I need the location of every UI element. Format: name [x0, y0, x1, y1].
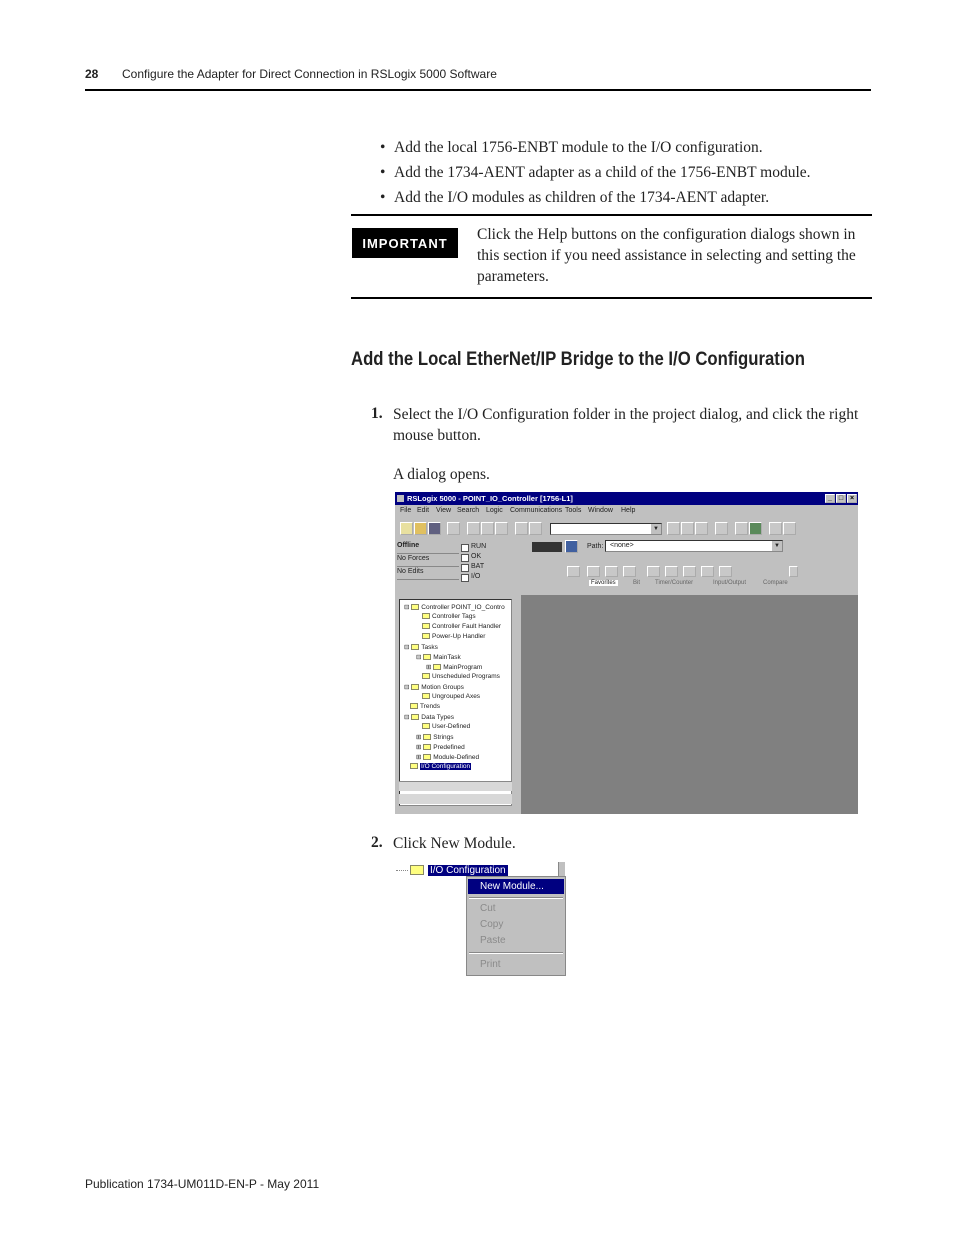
tree-item[interactable]: ⊞ Predefined	[416, 744, 465, 751]
tree-item[interactable]: ⊟ Tasks	[404, 644, 438, 651]
menu-separator	[469, 952, 563, 954]
led-label: I/O	[471, 573, 481, 580]
menu-item-cut[interactable]: Cut	[480, 903, 496, 914]
zoom-in-icon[interactable]	[769, 522, 782, 535]
tree-item[interactable]: Controller Tags	[422, 613, 476, 620]
task-icon	[423, 654, 431, 660]
tree-scrollbar	[558, 862, 565, 876]
folder-icon	[410, 865, 424, 875]
bat-led	[461, 564, 469, 572]
window-title: RSLogix 5000 - POINT_IO_Controller [1756-L1]	[407, 494, 573, 503]
menu-bar	[395, 505, 858, 517]
otl-icon[interactable]	[701, 566, 714, 577]
path-input[interactable]: <none> ▼	[605, 540, 783, 552]
context-menu	[466, 876, 566, 976]
scroll-left-icon[interactable]	[567, 566, 580, 577]
zoom-out-icon[interactable]	[783, 522, 796, 535]
folder-icon	[410, 763, 418, 769]
tree-item[interactable]: Trends	[410, 703, 440, 710]
menu-edit[interactable]: Edit	[417, 507, 430, 514]
menu-logic[interactable]: Logic	[486, 507, 503, 514]
forces-status[interactable]: No Forces	[397, 555, 459, 567]
paste-icon[interactable]	[495, 522, 508, 535]
network-path-icon[interactable]	[565, 540, 578, 553]
menu-communications[interactable]: Communications	[510, 507, 563, 514]
controller-status-pane	[395, 540, 560, 595]
tree-item-io-configuration[interactable]: I/O Configuration	[410, 763, 471, 770]
folder-icon	[422, 723, 430, 729]
ok-led	[461, 554, 469, 562]
rslogix-window-screenshot	[395, 492, 858, 814]
accept-edits-icon[interactable]	[749, 522, 762, 535]
minimize-button[interactable]: _	[825, 494, 835, 503]
menu-tools[interactable]: Tools	[565, 507, 582, 514]
open-folder-icon[interactable]	[414, 522, 427, 535]
window-titlebar	[395, 492, 858, 505]
menu-separator	[469, 897, 563, 899]
tree-item[interactable]: ⊟ Data Types	[404, 714, 455, 721]
publication-footer: Publication 1734-UM011D-EN-P - May 2011	[85, 1177, 320, 1191]
search-combo[interactable]	[550, 523, 662, 535]
tree-item[interactable]: ⊟ Motion Groups	[404, 684, 464, 691]
folder-icon	[411, 644, 419, 650]
menu-window[interactable]: Window	[588, 507, 613, 514]
tab-timer-counter[interactable]: Timer/Counter	[655, 580, 694, 586]
menu-view[interactable]: View	[436, 507, 452, 514]
folder-icon	[422, 633, 430, 639]
branch-level-icon[interactable]	[623, 566, 636, 577]
rung-icon[interactable]	[587, 566, 600, 577]
tab-compare[interactable]: Compare	[763, 580, 788, 586]
page-number: 28	[85, 67, 99, 81]
step-number: 2.	[371, 834, 383, 851]
tree-item-io-configuration[interactable]: I/O Configuration	[410, 865, 508, 876]
folder-icon	[411, 714, 419, 720]
folder-icon	[423, 734, 431, 740]
step-result: A dialog opens.	[393, 466, 490, 483]
path-bar	[565, 540, 801, 553]
header-rule	[85, 89, 871, 91]
tree-item[interactable]: ⊟ Controller POINT_IO_Contro	[404, 604, 505, 611]
scroll-right-icon[interactable]	[789, 566, 798, 577]
properties-icon[interactable]	[715, 522, 728, 535]
folder-icon	[411, 604, 419, 610]
maximize-button[interactable]: □	[836, 494, 846, 503]
folder-icon	[410, 703, 418, 709]
section-heading: Add the Local EtherNet/IP Bridge to the I/O Configuration	[351, 349, 805, 370]
tree-item[interactable]: Controller Fault Handler	[422, 623, 501, 630]
step-text: Click New Module.	[393, 835, 516, 852]
folder-icon	[422, 673, 430, 679]
instruction-toolbar	[565, 566, 801, 588]
menu-item-print[interactable]: Print	[480, 959, 501, 970]
xic-icon[interactable]	[647, 566, 660, 577]
running-header-title: Configure the Adapter for Direct Connection in RSLogix 5000 Software	[122, 67, 497, 81]
folder-icon	[423, 744, 431, 750]
verify-all-icon[interactable]	[681, 522, 694, 535]
menu-help[interactable]: Help	[621, 507, 636, 514]
redo-icon[interactable]	[529, 522, 542, 535]
important-badge: IMPORTANT	[352, 228, 458, 258]
bullet-item: • Add the local 1756-ENBT module to the I/O configuration.	[380, 139, 763, 156]
important-top-rule	[351, 214, 872, 216]
tree-item[interactable]: ⊞ Strings	[416, 734, 454, 741]
close-button[interactable]: ×	[847, 494, 857, 503]
tree-scrollbar-lower[interactable]	[399, 794, 512, 804]
folder-icon	[422, 623, 430, 629]
menu-item-new-module[interactable]: New Module...	[468, 879, 564, 894]
network-icon[interactable]	[695, 522, 708, 535]
tree-item[interactable]: User-Defined	[422, 723, 470, 730]
program-icon	[433, 664, 441, 670]
branch-icon[interactable]	[605, 566, 618, 577]
menu-item-copy[interactable]: Copy	[480, 919, 504, 930]
tree-item[interactable]: Ungrouped Axes	[422, 693, 480, 700]
bullet-item: • Add the 1734-AENT adapter as a child of the 1756-ENBT module.	[380, 164, 811, 181]
save-icon[interactable]	[428, 522, 441, 535]
tree-item[interactable]: Unscheduled Programs	[422, 673, 500, 680]
step-text: Select the I/O Configuration folder in the project dialog, and click the right mouse button.	[393, 406, 859, 444]
important-bottom-rule	[351, 297, 872, 299]
tab-bit[interactable]: Bit	[633, 580, 641, 586]
controller-organizer-tree	[399, 599, 512, 806]
path-label: Path:	[587, 543, 604, 550]
new-file-icon[interactable]	[400, 522, 413, 535]
ote-icon[interactable]	[683, 566, 696, 577]
menu-search[interactable]: Search	[457, 507, 480, 514]
undo-icon[interactable]	[515, 522, 528, 535]
main-workspace	[521, 595, 858, 814]
tab-input-output[interactable]: Input/Output	[713, 580, 747, 586]
xio-icon[interactable]	[665, 566, 678, 577]
led-label: BAT	[471, 563, 485, 570]
led-label: OK	[471, 553, 482, 560]
mode-status[interactable]: Offline	[397, 542, 459, 554]
keyswitch-icon	[532, 542, 562, 552]
io-led	[461, 574, 469, 582]
cut-icon[interactable]	[467, 522, 480, 535]
folder-icon	[411, 684, 419, 690]
tree-horizontal-scrollbar[interactable]	[399, 781, 512, 791]
otu-icon[interactable]	[719, 566, 732, 577]
context-menu-screenshot	[396, 862, 568, 978]
toolbar	[395, 520, 858, 538]
chevron-down-icon[interactable]: ▼	[772, 541, 782, 551]
copy-icon[interactable]	[481, 522, 494, 535]
run-led	[461, 544, 469, 552]
instruction-tabs	[567, 580, 799, 589]
print-icon[interactable]	[447, 522, 460, 535]
tree-item[interactable]: ⊞ MainProgram	[426, 664, 483, 671]
bullet-list	[380, 135, 811, 210]
tab-favorites[interactable]: Favorites	[591, 580, 616, 586]
edit-icon[interactable]	[735, 522, 748, 535]
tree-line	[396, 870, 408, 871]
bullet-item: • Add the I/O modules as children of the 1734-AENT adapter.	[380, 189, 770, 206]
folder-icon	[422, 693, 430, 699]
edits-status[interactable]: No Edits	[397, 568, 459, 580]
led-label: RUN	[471, 543, 487, 550]
app-icon	[397, 495, 404, 502]
tree-item[interactable]: ⊟ MainTask	[416, 654, 461, 661]
menu-file[interactable]: File	[400, 507, 412, 514]
chevron-down-icon[interactable]: ▼	[651, 524, 661, 534]
important-text: Click the Help buttons on the configuration dialogs shown in this section if you need assistance in selecting and setting the parameters.	[477, 226, 856, 285]
tree-item[interactable]: ⊞ Module-Defined	[416, 754, 480, 761]
folder-icon	[423, 754, 431, 760]
tags-icon	[422, 613, 430, 619]
tree-item[interactable]: Power-Up Handler	[422, 633, 485, 640]
step-number: 1.	[371, 405, 383, 422]
ladder-instruction-buttons	[565, 566, 801, 578]
verify-icon[interactable]	[667, 522, 680, 535]
menu-item-paste[interactable]: Paste	[480, 935, 506, 946]
